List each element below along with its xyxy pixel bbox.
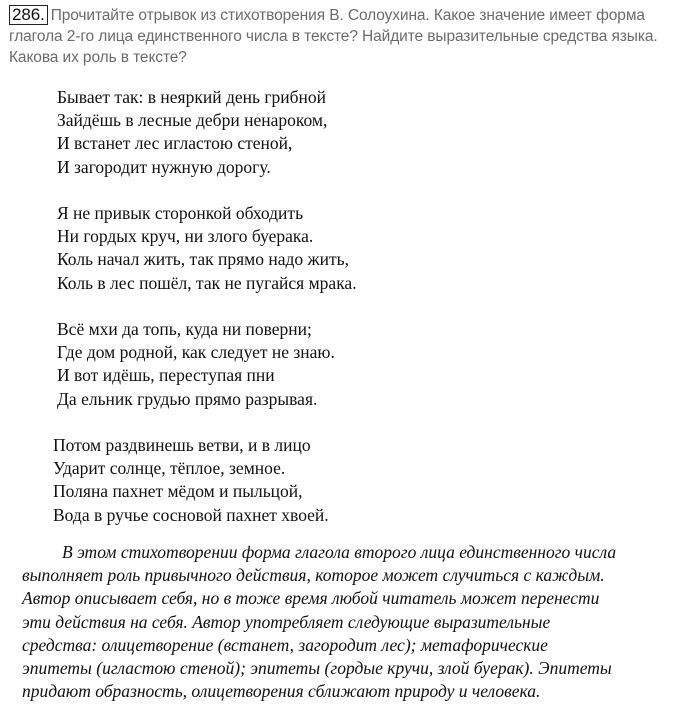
poem-stanza-3 [57,318,357,411]
task-prompt [9,5,693,68]
exercise-number: 286. [9,5,48,25]
poem-line: Зайдёшь в лесные дебри ненароком, [57,110,328,131]
answer-line: средства: олицетворение (встанет, загородит лес); метафорические [22,634,548,655]
poem-line: Ударит солнце, тёплое, земное. [53,458,286,479]
poem-line: И вот идёшь, переступая пни [57,365,275,386]
task-line-3: Какова их роль в тексте? [9,49,187,66]
task-text: Прочитайте отрывок из стихотворения В. Солоухина. Какое значение имеет форма [50,7,645,24]
task-line-2: глагола 2-го лица единственного числа в тексте? Найдите выразительные средства языка. [9,28,658,45]
task-line-1 [9,5,693,26]
poem-stanza-4 [53,434,357,527]
answer-line: придают образность, олицетворения сближают природу и человека. [22,681,541,702]
poem-line: Я не привык сторонкой обходить [57,203,304,223]
poem-line: Да ельник грудью прямо разрывая. [57,388,318,409]
answer-text [22,541,686,703]
poem-line: И загородит нужную дорогу. [57,156,271,177]
poem-stanza-1 [57,86,357,179]
poem-line: Бывает так: в неяркий день грибной [57,87,327,107]
poem-stanza-2 [57,202,357,295]
poem-line: Поляна пахнет мёдом и пыльцой, [53,481,303,502]
poem-line: Коль в лес пошёл, так не пугайся мрака. [57,272,357,293]
poem-line: Коль начал жить, так прямо надо жить, [57,249,349,270]
poem-line: Где дом родной, как следует не знаю. [57,342,335,363]
answer-line: эпитеты (игластою стеной); эпитеты (гордые кручи, злой буерак). Эпитеты [22,658,612,679]
answer-line: выполняет роль привычного действия, которое может случиться с каждым. [22,565,605,586]
poem-line: Вода в ручье сосновой пахнет хвоей. [53,504,329,525]
poem-line: Ни гордых круч, ни злого буерака. [57,226,314,247]
poem-line: Потом раздвинешь ветви, и в лицо [53,435,311,455]
answer-line: эти действия на себя. Автор употребляет следующие выразительные [22,611,551,632]
poem-line: Всё мхи да топь, куда ни поверни; [57,319,312,339]
answer-line: В этом стихотворении форма глагола второго лица единственного числа [62,542,617,562]
answer-line: Автор описывает себя, но в тоже время любой читатель может перенести [22,588,600,609]
poem [53,86,357,550]
poem-line: И встанет лес игластою стеной, [57,133,293,154]
